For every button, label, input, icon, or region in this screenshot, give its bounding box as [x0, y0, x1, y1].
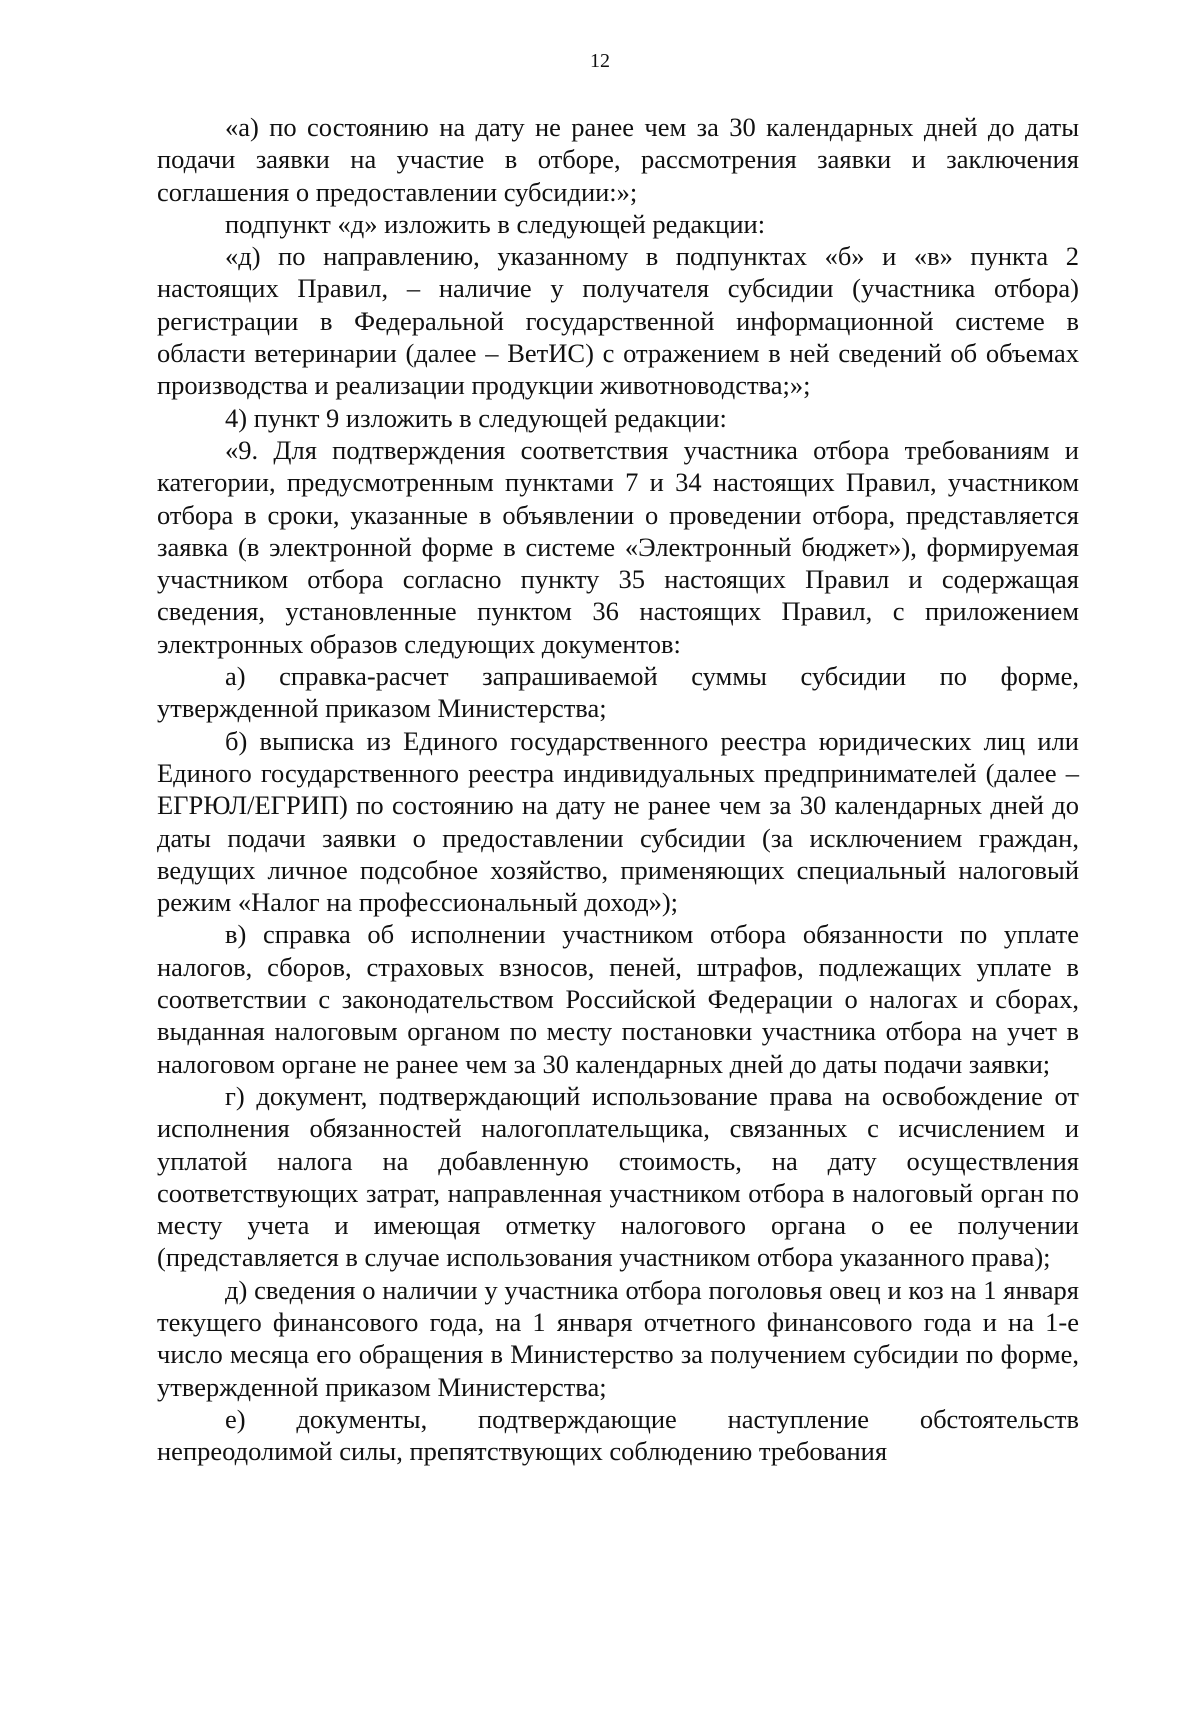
- paragraph: г) документ, подтверждающий использование права на освобождение от исполнения обязанностей налогоплательщика, связанных с исчислением и уплатой налога на добавленную стоимость, на дату осуществления соответствующих затрат, направленная участником отбора в налоговый орган по месту учета и имеющая отметку налогового органа о ее получении (представляется в случае использования участником отбора указанного права);: [157, 1080, 1079, 1273]
- paragraph: подпункт «д» изложить в следующей редакции:: [225, 208, 766, 239]
- paragraph: б) выписка из Единого государственного реестра юридических лиц или Единого государственного реестра индивидуальных предпринимателей (далее – ЕГРЮЛ/ЕГРИП) по состоянию на дату не ранее чем за 30 календарных дней до даты подачи заявки о предоставлении субсидии (за исключением граждан, ведущих личное подсобное хозяйство, применяющих специальный налоговый режим «Налог на профессиональный доход»);: [157, 725, 1079, 918]
- paragraph: в) справка об исполнении участником отбора обязанности по уплате налогов, сборов, страховых взносов, пеней, штрафов, подлежащих уплате в соответствии с законодательством Российской Федерации о налогах и сборах, выданная налоговым органом по месту постановки участника отбора на учет в налоговом органе не ранее чем за 30 календарных дней до даты подачи заявки;: [157, 919, 1079, 1079]
- document-body: [157, 111, 1079, 1467]
- paragraph: «9. Для подтверждения соответствия участника отбора требованиям и категории, предусмотренным пунктами 7 и 34 настоящих Правил, участником отбора в сроки, указанные в объявлении о проведении отбора, представляется заявка (в электронной форме в системе «Электронный бюджет»), формируемая участником отбора согласно пункту 35 настоящих Правил и содержащая сведения, установленные пунктом 36 настоящих Правил, с приложением электронных образов следующих документов:: [157, 434, 1079, 659]
- paragraph: 4) пункт 9 изложить в следующей редакции:: [225, 402, 727, 433]
- page-number: 12: [590, 50, 610, 72]
- paragraph: «а) по состоянию на дату не ранее чем за 30 календарных дней до даты подачи заявки на участие в отборе, рассмотрения заявки и заключения соглашения о предоставлении субсидии:»;: [157, 112, 1079, 207]
- paragraph: «д) по направлению, указанному в подпунктах «б» и «в» пункта 2 настоящих Правил, – наличие у получателя субсидии (участника отбора) регистрации в Федеральной государственной информационной системе в области ветеринарии (далее – ВетИС) с отражением в ней сведений об объемах производства и реализации продукции животноводства;»;: [157, 241, 1079, 401]
- paragraph: д) сведения о наличии у участника отбора поголовья овец и коз на 1 января текущего финансового года, на 1 января отчетного финансового года и на 1-е число месяца его обращения в Министерство за получением субсидии по форме, утвержденной приказом Министерства;: [157, 1274, 1079, 1402]
- paragraph: а) справка-расчет запрашиваемой суммы субсидии по форме, утвержденной приказом Министерства;: [157, 661, 1079, 724]
- paragraph: е) документы, подтверждающие наступление обстоятельств непреодолимой силы, препятствующих соблюдению требования: [157, 1403, 1079, 1467]
